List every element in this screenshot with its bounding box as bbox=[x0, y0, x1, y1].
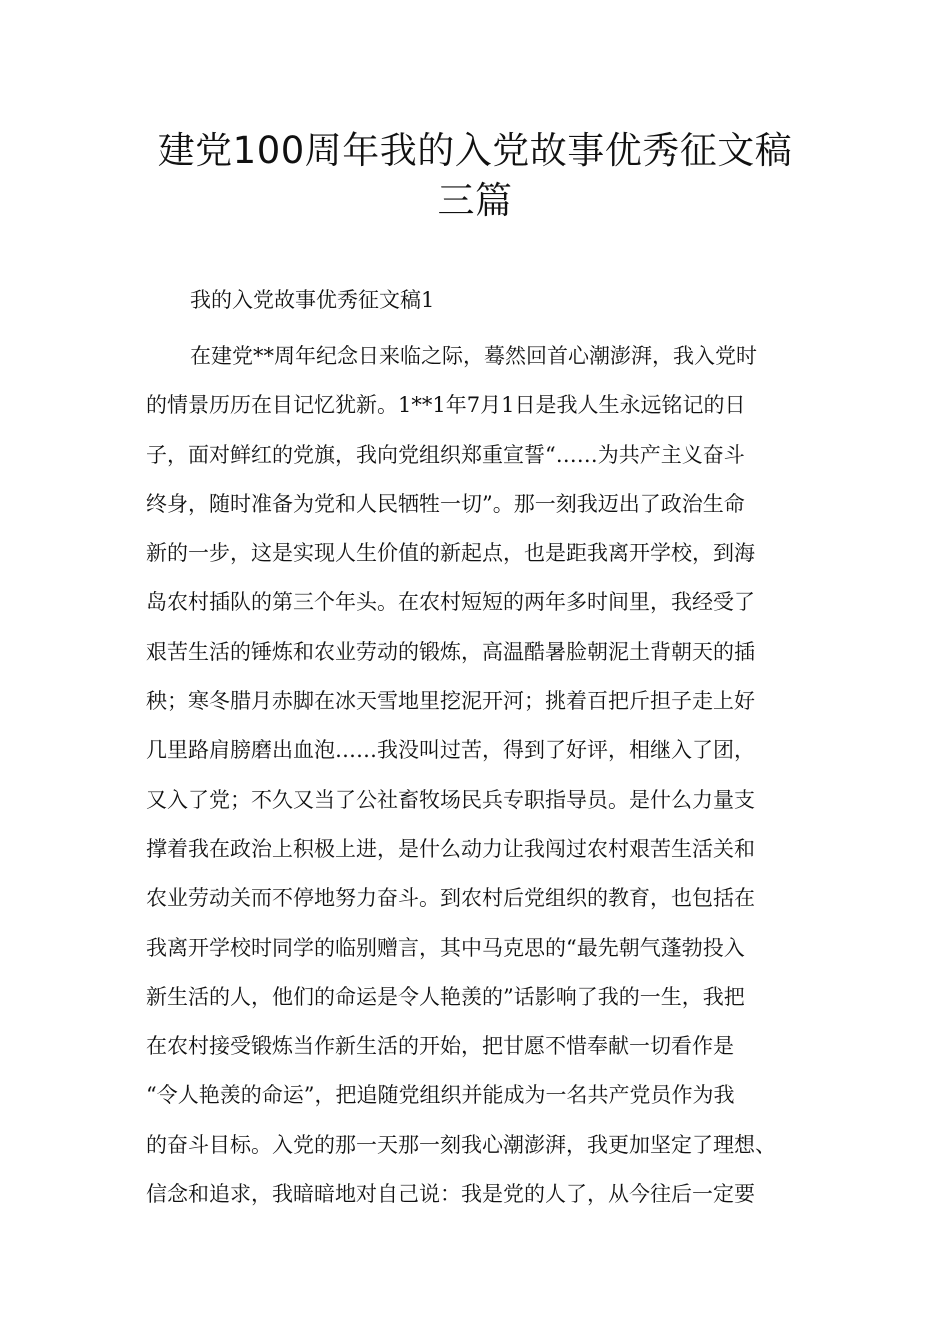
paragraph-line: 终身，随时准备为党和人民牺牲一切”。那一刻我迈出了政治生命 bbox=[146, 491, 745, 516]
paragraph-line: “令人艳羡的命运”，把追随党组织并能成为一名共产党员作为我 bbox=[146, 1083, 735, 1108]
body-paragraph bbox=[146, 332, 826, 1219]
paragraph-line: 信念和追求，我暗暗地对自己说：我是党的人了，从今往后一定要 bbox=[146, 1182, 755, 1207]
paragraph-line: 的情景历历在目记忆犹新。1**1年7月1日是我人生永远铭记的日 bbox=[146, 393, 746, 418]
paragraph-line: 子，面对鲜红的党旗，我向党组织郑重宣誓“……为共产主义奋斗 bbox=[146, 442, 745, 467]
paragraph-line: 又入了党；不久又当了公社畜牧场民兵专职指导员。是什么力量支 bbox=[146, 787, 755, 812]
paragraph-line: 我离开学校时同学的临别赠言，其中马克思的“最先朝气蓬勃投入 bbox=[146, 935, 745, 960]
paragraph-line: 农业劳动关而不停地努力奋斗。到农村后党组织的教育，也包括在 bbox=[146, 886, 755, 911]
paragraph-line: 撑着我在政治上积极上进，是什么动力让我闯过农村艰苦生活关和 bbox=[146, 836, 755, 861]
paragraph-line: 新生活的人，他们的命运是令人艳羡的”话影响了我的一生，我把 bbox=[146, 984, 745, 1009]
paragraph-line: 秧；寒冬腊月赤脚在冰天雪地里挖泥开河；挑着百把斤担子走上好 bbox=[146, 689, 755, 714]
paragraph-line: 在农村接受锻炼当作新生活的开始，把甘愿不惜奉献一切看作是 bbox=[146, 1034, 734, 1059]
paragraph-line: 岛农村插队的第三个年头。在农村短短的两年多时间里，我经受了 bbox=[146, 590, 755, 615]
paragraph-line: 艰苦生活的锤炼和农业劳动的锻炼，高温酷暑脸朝泥土背朝天的插 bbox=[146, 639, 755, 664]
paragraph-line: 几里路肩膀磨出血泡……我没叫过苦，得到了好评，相继入了团， bbox=[146, 738, 755, 763]
paragraph-line: 的奋斗目标。入党的那一天那一刻我心潮澎湃，我更加坚定了理想、 bbox=[146, 1132, 776, 1157]
title-line-1: 建党100周年我的入党故事优秀征文稿 bbox=[157, 129, 793, 172]
document-title bbox=[0, 126, 950, 226]
paragraph-line: 在建党**周年纪念日来临之际，蓦然回首心潮澎湃，我入党时 bbox=[190, 344, 757, 368]
title-line-2: 三篇 bbox=[437, 179, 513, 222]
paragraph-line: 新的一步，这是实现人生价值的新起点，也是距我离开学校，到海 bbox=[146, 541, 755, 566]
section-subtitle: 我的入党故事优秀征文稿1 bbox=[190, 288, 435, 312]
